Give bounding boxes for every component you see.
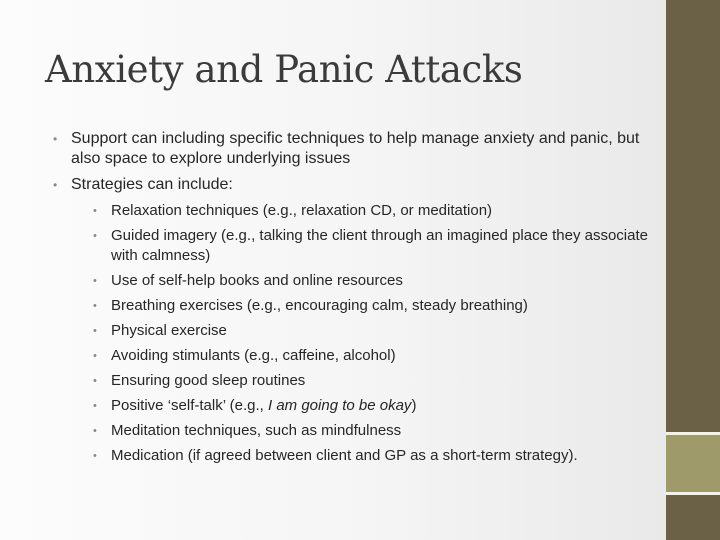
bullet-icon: •: [93, 325, 97, 337]
sub-bullet-self-help: [93, 271, 653, 291]
slide-content: [53, 129, 653, 471]
bullet-icon: •: [53, 178, 58, 192]
sub-bullet-guided-imagery: [93, 226, 653, 266]
bullet-icon: •: [93, 375, 97, 387]
sub-bullet-text: Avoiding stimulants (e.g., caffeine, alcohol): [111, 347, 396, 364]
sub-bullet-text: Guided imagery (e.g., talking the client through an imagined place they associate with calmness): [111, 227, 648, 264]
sub-bullet-text: Breathing exercises (e.g., encouraging calm, steady breathing): [111, 297, 528, 314]
sub-bullet-self-talk: [93, 396, 653, 416]
bullet-icon: •: [93, 275, 97, 287]
sub-bullet-text: Relaxation techniques (e.g., relaxation CD, or meditation): [111, 202, 493, 219]
sub-bullet-medication: [93, 446, 653, 466]
bullet-item-support: [53, 129, 653, 169]
sub-bullet-list: [93, 201, 653, 466]
sub-bullet-physical-exercise: [93, 321, 653, 341]
bullet-text: Support can including specific techniques to help manage anxiety and panic, but also space to explore underlying issues: [71, 130, 640, 167]
self-talk-text-pre: Positive ‘self-talk’ (e.g.,: [111, 397, 268, 414]
sub-bullet-stimulants: [93, 346, 653, 366]
sub-bullet-text: Ensuring good sleep routines: [111, 372, 306, 389]
sub-bullet-text: Physical exercise: [111, 322, 227, 339]
sub-bullet-relaxation: [93, 201, 653, 221]
sub-bullet-breathing: [93, 296, 653, 316]
bullet-icon: •: [93, 230, 97, 242]
sub-bullet-text: Medication (if agreed between client and GP as a short-term strategy).: [111, 447, 578, 464]
self-talk-text-post: ): [411, 397, 417, 414]
sub-bullet-text: [111, 397, 416, 414]
sub-bullet-meditation: [93, 421, 653, 441]
bullet-icon: •: [93, 450, 97, 462]
bullet-icon: •: [53, 132, 58, 146]
sub-bullet-sleep: [93, 371, 653, 391]
sidebar-accent-block: [666, 435, 720, 492]
sub-bullet-text: Meditation techniques, such as mindfulness: [111, 422, 402, 439]
bullet-text: Strategies can include:: [71, 176, 233, 193]
bullet-icon: •: [93, 425, 97, 437]
bullet-icon: •: [93, 300, 97, 312]
bullet-icon: •: [93, 350, 97, 362]
sidebar-divider-bottom: [666, 492, 720, 495]
bullet-icon: •: [93, 205, 97, 217]
bullet-icon: •: [93, 400, 97, 412]
bullet-list: [53, 129, 653, 466]
sub-bullet-text: Use of self-help books and online resources: [111, 272, 403, 289]
bullet-item-strategies: [53, 175, 653, 466]
self-talk-text-italic: I am going to be okay: [268, 397, 412, 414]
slide-title: Anxiety and Panic Attacks: [45, 48, 523, 91]
